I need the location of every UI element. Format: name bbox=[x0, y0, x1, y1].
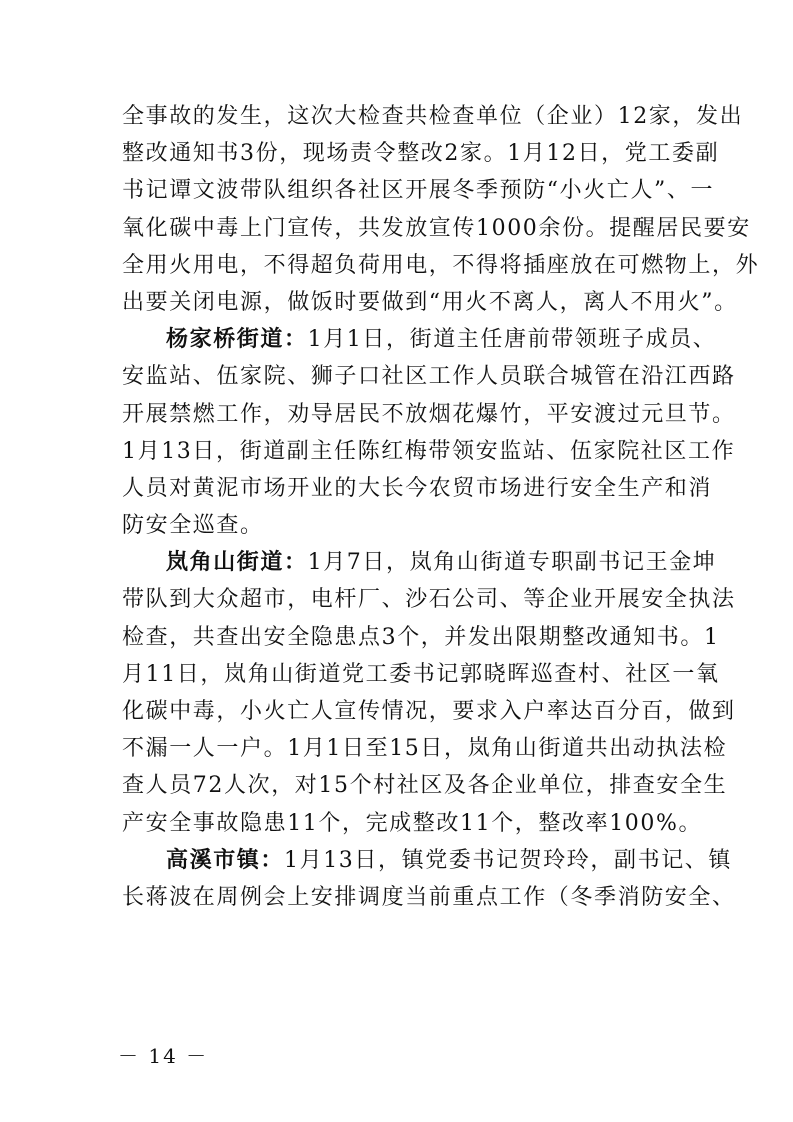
text-line: 全用火用电，不得超负荷用电，不得将插座放在可燃物上，外 bbox=[122, 252, 760, 278]
paragraph-continuation bbox=[122, 98, 760, 321]
text-line: 带队到大众超市，电杆厂、沙石公司、等企业开展安全执法 bbox=[122, 587, 736, 613]
text-line: 查人员72人次，对15个村社区及各企业单位，排查安全生 bbox=[122, 773, 728, 799]
text-line: 化碳中毒，小火亡人宣传情况，要求入户率达百分百，做到 bbox=[122, 699, 736, 724]
paragraph-gaoxishi bbox=[122, 842, 736, 916]
text-line: 1月13日，街道副主任陈红梅带领安监站、伍家院社区工作 bbox=[122, 438, 736, 464]
text-line: 整改通知书3份，现场责令整改2家。1月12日，党工委副 bbox=[122, 141, 720, 167]
text-segment: 1月7日，岚角山街道专职副书记王金坤 bbox=[307, 550, 717, 576]
document-body bbox=[122, 98, 760, 916]
paragraph-lanjiaoshan bbox=[122, 544, 736, 842]
paragraph-lead: 岚角山街道： bbox=[166, 549, 308, 576]
text-line: 防安全巡查。 bbox=[122, 513, 264, 539]
text-line: 全事故的发生，这次大检查共检查单位（企业）12家，发出 bbox=[122, 104, 744, 129]
text-line: 书记谭文波带队组织各社区开展冬季预防“小火亡人”、一 bbox=[122, 178, 715, 204]
text-line bbox=[122, 842, 733, 879]
text-line: 不漏一人一户。1月1日至15日，岚角山街道共出动执法检 bbox=[122, 736, 728, 762]
paragraph-yangjiaqiao bbox=[122, 321, 736, 544]
text-line: 长蒋波在周例会上安排调度当前重点工作（冬季消防安全、 bbox=[122, 884, 736, 910]
text-line: 开展禁燃工作，劝导居民不放烟花爆竹，平安渡过元旦节。 bbox=[122, 401, 736, 427]
text-line: 出要关闭电源，做饭时要做到“用火不离人，离人不用火”。 bbox=[122, 289, 738, 315]
page-number: － 14 － bbox=[118, 1044, 209, 1068]
text-line: 人员对黄泥市场开业的大长今农贸市场进行安全生产和消 bbox=[122, 475, 713, 501]
text-line: 安监站、伍家院、狮子口社区工作人员联合城管在沿江西路 bbox=[122, 364, 736, 390]
paragraph-lead: 杨家桥街道： bbox=[166, 326, 308, 353]
text-line: 氧化碳中毒上门宣传，共发放宣传1000余份。提醒居民要安 bbox=[122, 215, 751, 241]
text-line bbox=[122, 544, 717, 581]
text-line: 产安全事故隐患11个，完成整改11个，整改率100%。 bbox=[122, 810, 703, 836]
paragraph-lead: 高溪市镇： bbox=[166, 846, 285, 873]
text-line: 月11日，岚角山街道党工委书记郭晓晖巡查村、社区一氧 bbox=[122, 661, 720, 687]
text-segment: 1月13日，镇党委书记贺玲玲，副书记、镇 bbox=[284, 847, 733, 873]
text-line bbox=[122, 321, 717, 358]
text-line: 检查，共查出安全隐患点3个，并发出限期整改通知书。1 bbox=[122, 624, 720, 650]
text-segment: 1月1日，街道主任唐前带领班子成员、 bbox=[307, 327, 717, 353]
